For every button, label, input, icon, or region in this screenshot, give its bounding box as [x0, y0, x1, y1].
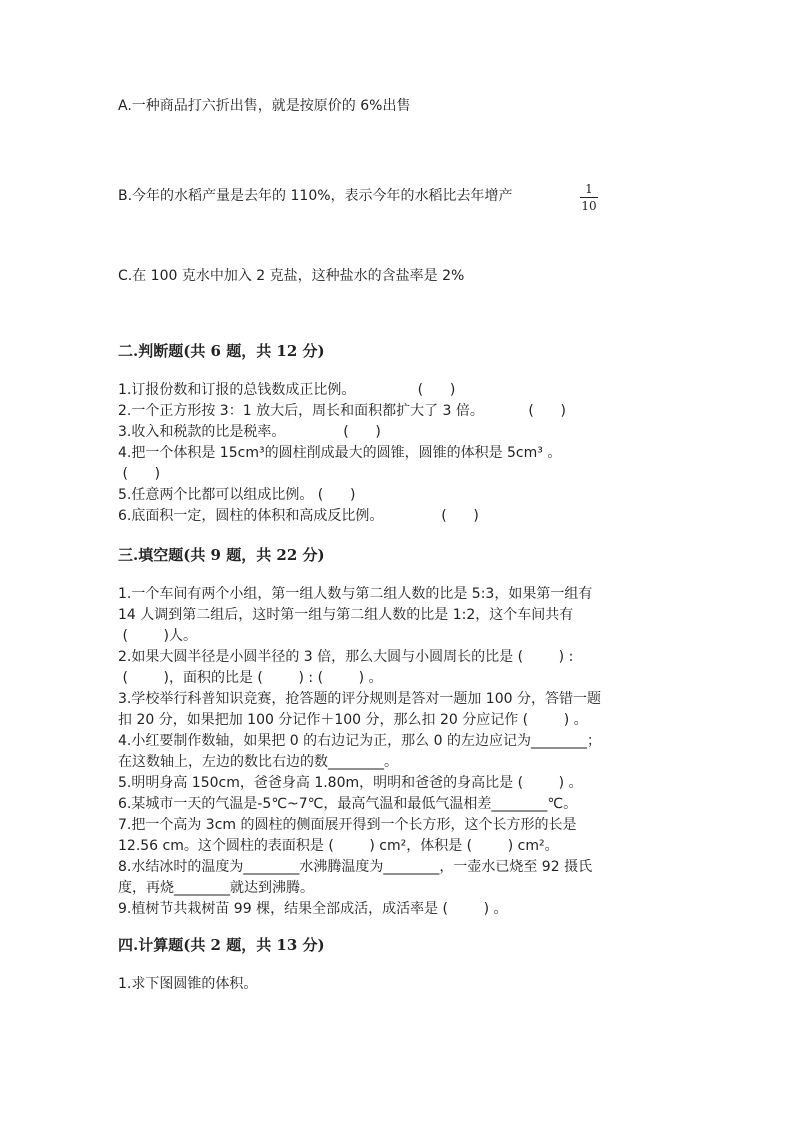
question-line: ( ): [118, 466, 161, 482]
option-a: A.一种商品打六折出售，就是按原价的 6%出售: [118, 98, 411, 114]
question-line: 4.把一个体积是 15cm³的圆柱削成最大的圆锥，圆锥的体积是 5cm³ 。: [118, 445, 562, 461]
question-line: 2.如果大圆半径是小圆半径的 3 倍，那么大圆与小圆周长的比是 ( ) :: [118, 649, 574, 665]
option-c: C.在 100 克水中加入 2 克盐，这种盐水的含盐率是 2%: [118, 268, 465, 284]
section-2-title: 二.判断题(共 6 题，共 12 分): [118, 342, 325, 360]
question-line: 6.底面积一定，圆柱的体积和高成反比例。 ( ): [118, 508, 479, 524]
question-line: 2.一个正方形按 3：1 放大后，周长和面积都扩大了 3 倍。 ( ): [118, 403, 567, 419]
question-line: 5.任意两个比都可以组成比例。 ( ): [118, 487, 356, 503]
question-line: 3.收入和税款的比是税率。 ( ): [118, 424, 381, 440]
question-line: 1.一个车间有两个小组，第一组人数与第二组人数的比是 5:3，如果第一组有: [118, 586, 593, 602]
question-line: ( )，面积的比是 ( ) : ( ) 。: [118, 670, 383, 686]
question-line: 9.植树节共栽树苗 99 棵，结果全部成活，成活率是 ( ) 。: [118, 901, 508, 917]
question-line: 8.水结冰时的温度为________水沸腾温度为________，一壶水已烧至 92 摄氏: [118, 859, 593, 875]
question-line: 4.小红要制作数轴，如果把 0 的右边记为正，那么 0 的左边应记为________；: [118, 733, 601, 749]
question-line: 1.求下图圆锥的体积。: [118, 976, 258, 992]
question-line: 6.某城市一天的气温是-5℃~7℃，最高气温和最低气温相差________℃。: [118, 796, 578, 812]
question-line: 14 人调到第二组后，这时第一组与第二组人数的比是 1:2，这个车间共有: [118, 607, 574, 623]
fraction-numerator: 1: [585, 182, 593, 196]
section-3-title: 三.填空题(共 9 题，共 22 分): [118, 546, 325, 564]
question-line: 在这数轴上，左边的数比右边的数________。: [118, 754, 398, 770]
question-line: 扣 20 分，如果把加 100 分记作＋100 分，那么扣 20 分应记作 ( ) 。: [118, 712, 588, 728]
question-line: 1.订报份数和订报的总钱数成正比例。 ( ): [118, 382, 456, 398]
option-b: B.今年的水稻产量是去年的 110%，表示今年的水稻比去年增产: [118, 188, 513, 204]
question-line: 3.学校举行科普知识竞赛，抢答题的评分规则是答对一题加 100 分，答错一题: [118, 691, 601, 707]
question-line: ( )人。: [118, 628, 197, 644]
section-4-title: 四.计算题(共 2 题，共 13 分): [118, 936, 325, 954]
question-line: 12.56 cm。这个圆柱的表面积是 ( ) cm²，体积是 ( ) cm²。: [118, 838, 559, 854]
fraction-denominator: 10: [581, 199, 597, 213]
fraction-one-tenth: [580, 182, 598, 213]
question-line: 7.把一个高为 3cm 的圆柱的侧面展开得到一个长方形，这个长方形的长是: [118, 817, 577, 833]
question-line: 5.明明身高 150cm，爸爸身高 1.80m，明明和爸爸的身高比是 ( ) 。: [118, 775, 583, 791]
question-line: 度，再烧________就达到沸腾。: [118, 880, 314, 896]
